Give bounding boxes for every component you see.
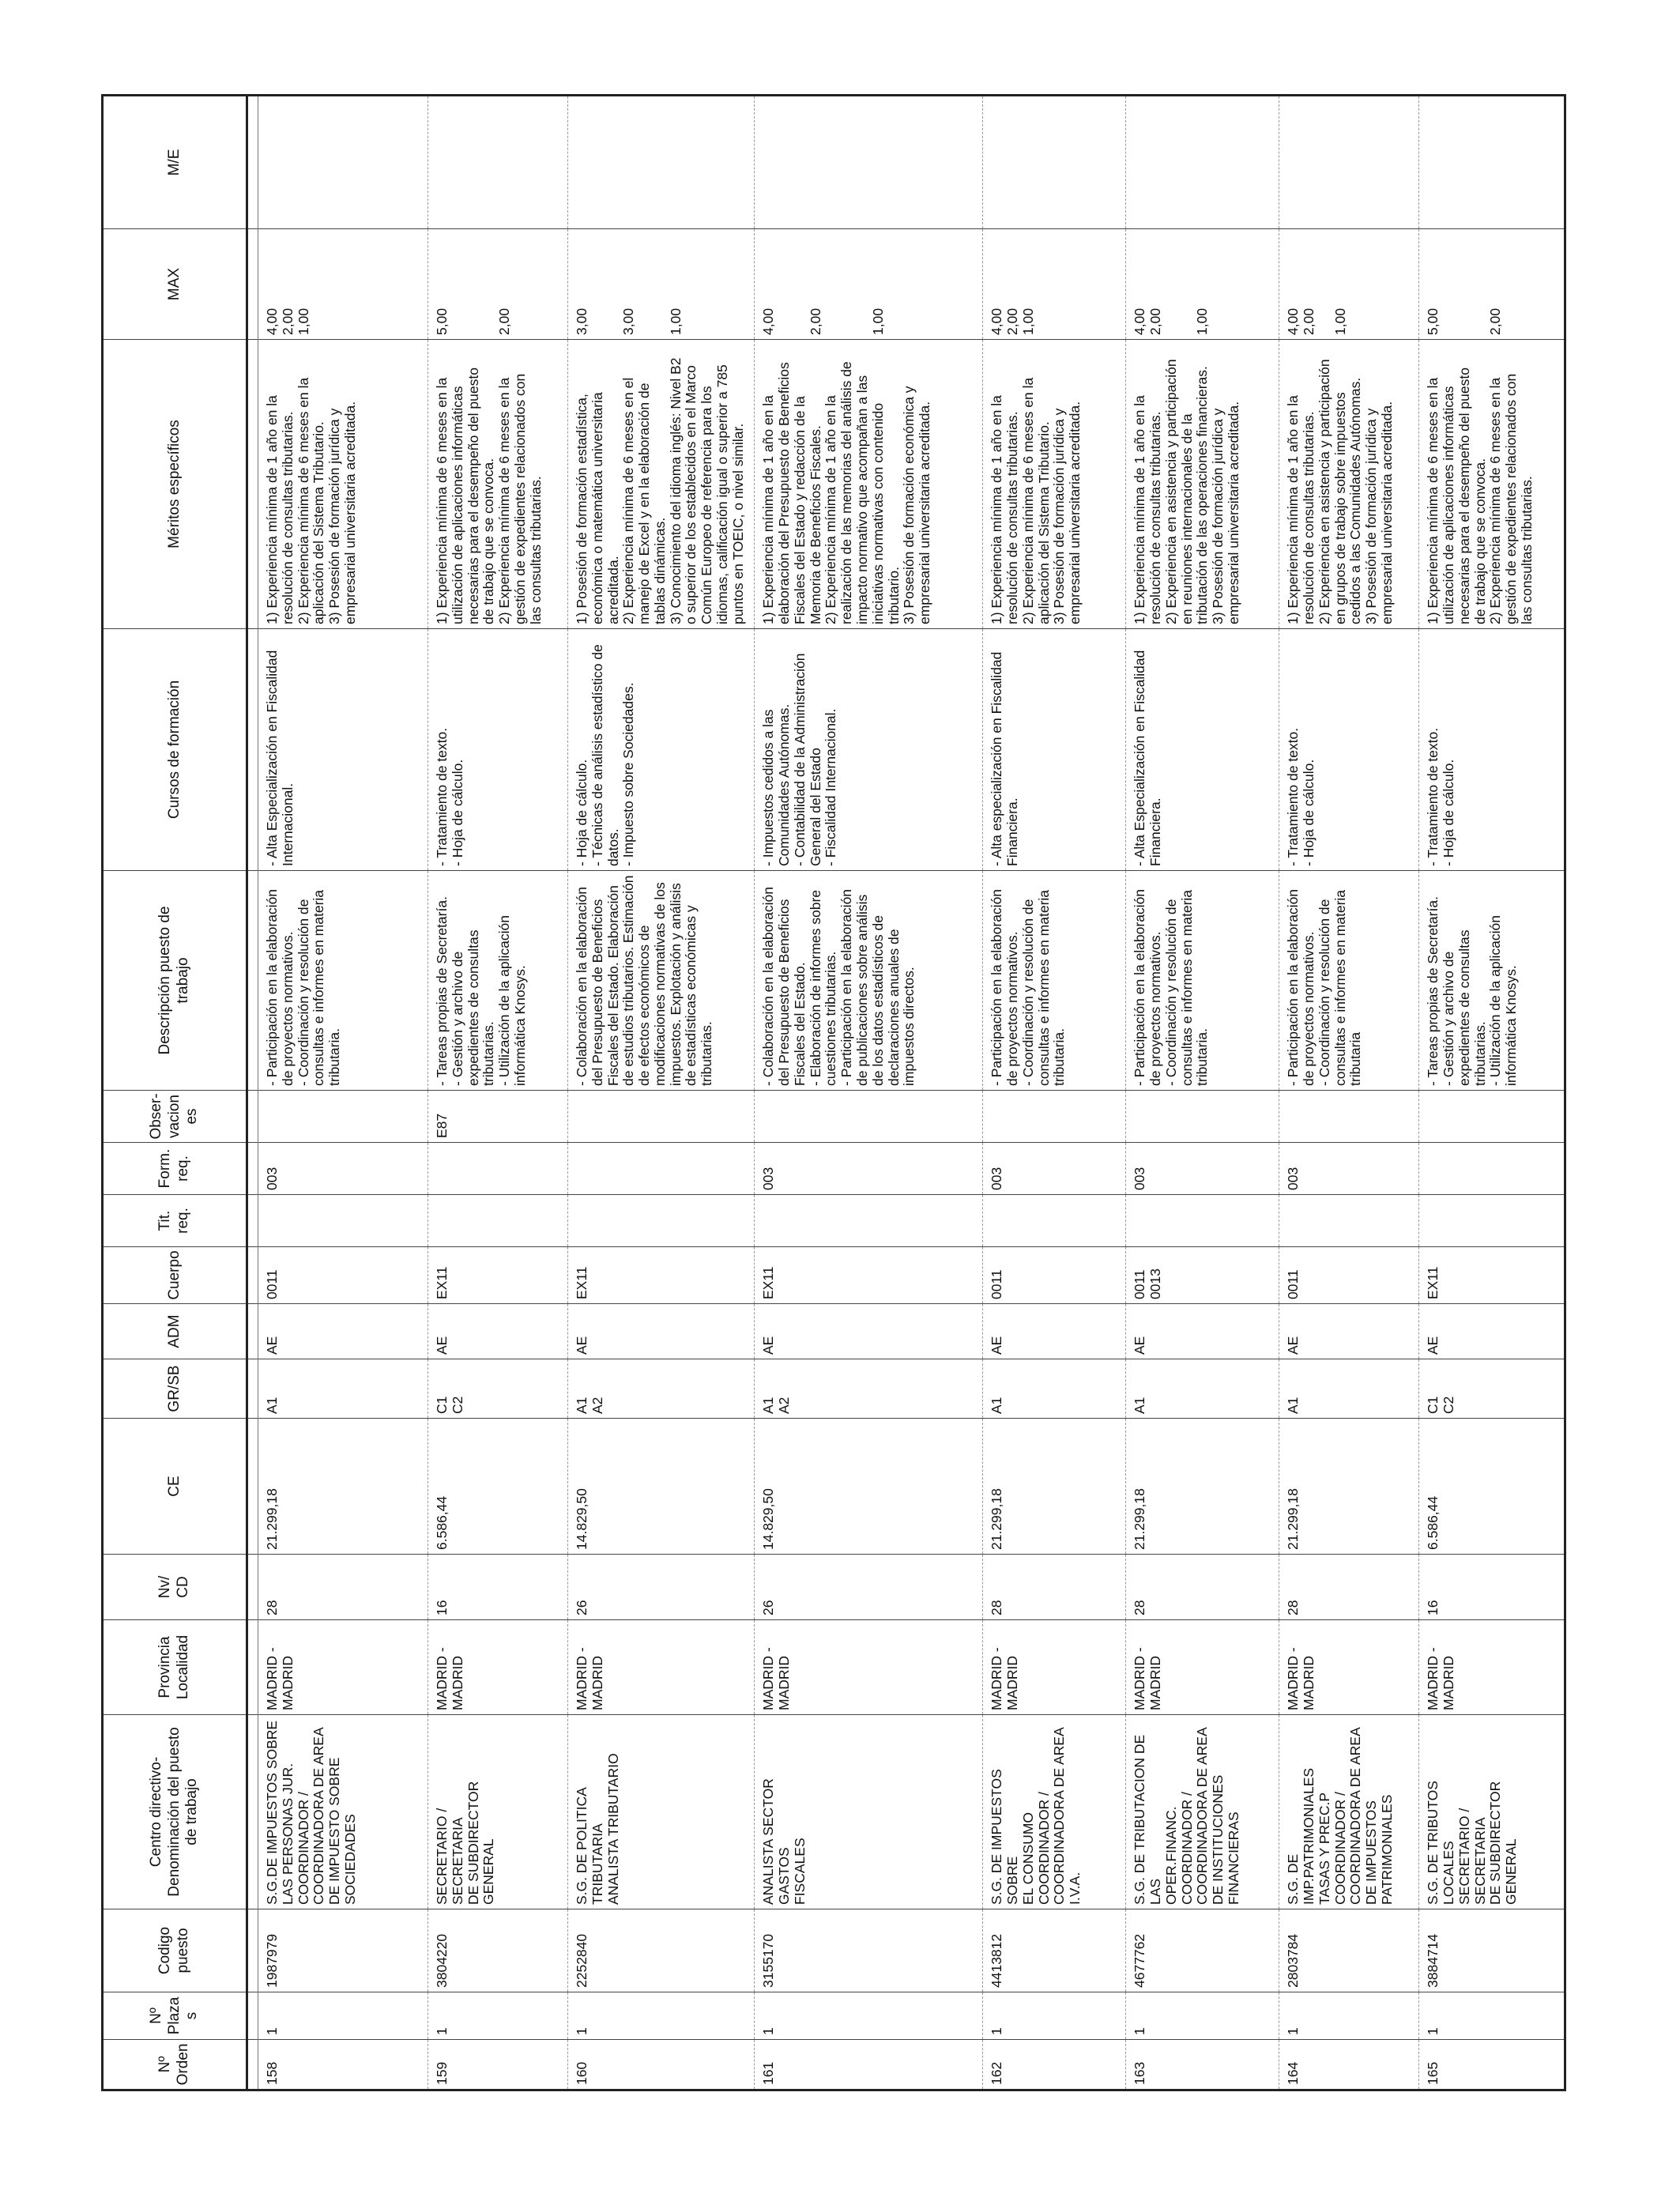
cell-codigo: 3804220 xyxy=(428,1909,568,1992)
cell-descripcion: - Participación en la elaboración de proyectos normativos. - Coordinación y resolución de consultas e informes en materia tributaria. xyxy=(258,871,428,1091)
cell-codigo: 1987979 xyxy=(258,1909,428,1992)
cell-centro xyxy=(258,1715,428,1909)
cell-codigo: 3155170 xyxy=(755,1909,983,1992)
cell-grupo: A1 xyxy=(983,1359,1126,1419)
cell-plazas: 1 xyxy=(428,1992,568,2040)
cell-me xyxy=(755,96,983,229)
cell-grupo: A1 xyxy=(1279,1359,1419,1419)
cell-grupo: A1 A2 xyxy=(755,1359,983,1419)
table-row xyxy=(1279,96,1419,2090)
cell-descripcion: - Participación en la elaboración de proyectos normativos. - Coordinación y resolución de consultas e informes en materia tributaria xyxy=(1279,871,1419,1091)
subdireccion-title: S.G.DE IMPUESTOS SOBRE LAS PERSONAS JUR. xyxy=(264,1720,296,1905)
cell-provincia: MADRID - MADRID xyxy=(258,1620,428,1715)
cell-me xyxy=(983,96,1126,229)
cell-cursos: - Tratamiento de texto. - Hoja de cálculo. xyxy=(1419,629,1565,871)
header-centro: Centro directivo- Denominación del puesto de trabajo xyxy=(103,1715,247,1909)
puesto-title: COORDINADOR / COORDINADORA DE AREA I.V.A. xyxy=(1035,1727,1083,1905)
cell-provincia: MADRID - MADRID xyxy=(1419,1620,1565,1715)
cell-max: 5,00 2,00 xyxy=(1419,229,1565,340)
header-formacion: Form. req. xyxy=(103,1143,247,1195)
cell-titulacion xyxy=(258,1195,428,1247)
cell-codigo: 2803784 xyxy=(1279,1909,1419,1992)
cell-orden: 158 xyxy=(258,2040,428,2090)
table-row xyxy=(755,96,983,2090)
cell-grupo: A1 xyxy=(1126,1359,1279,1419)
cell-observaciones xyxy=(258,1091,428,1143)
cell-formacion: 003 xyxy=(983,1143,1126,1195)
puesto-title: ANALISTA SECTOR GASTOS FISCALES xyxy=(760,1778,808,1905)
cell-observaciones xyxy=(755,1091,983,1143)
subdireccion-title: S.G. DE POLITICA TRIBUTARIA xyxy=(574,1788,605,1905)
cell-formacion xyxy=(568,1143,755,1195)
cell-nivel: 26 xyxy=(755,1555,983,1620)
cell-descripcion: - Colaboración en la elaboración del Presupuesto de Beneficios Fiscales del Estado. - Elaboración de informes sobre cuestiones tributarias. - Participación en la elaboración de publicaciones sobre análisis de los datos estadísticos de declaraciones anuales de impuestos directos. xyxy=(755,871,983,1091)
cell-me xyxy=(428,96,568,229)
cell-cuerpo: 0011 xyxy=(258,1247,428,1304)
subdireccion-title: S.G. DE TRIBUTOS LOCALES xyxy=(1425,1781,1457,1905)
cell-formacion: 003 xyxy=(1279,1143,1419,1195)
cell-cuerpo: EX11 xyxy=(428,1247,568,1304)
cell-adm: AE xyxy=(568,1304,755,1359)
cell-cursos: - Hoja de cálculo. - Técnicas de análisis estadístico de datos. - Impuesto sobre Sociedades. xyxy=(568,629,755,871)
cell-ce: 21.299,18 xyxy=(258,1419,428,1555)
table-row xyxy=(1419,96,1565,2090)
cell-formacion xyxy=(1419,1143,1565,1195)
header-grupo: GR/SB xyxy=(103,1359,247,1419)
cell-provincia: MADRID - MADRID xyxy=(1279,1620,1419,1715)
subdireccion-title: S.G. DE IMPUESTOS SOBRE EL CONSUMO xyxy=(989,1769,1036,1905)
cell-meritos: 1) Experiencia mínima de 6 meses en la utilización de aplicaciones informáticas necesarias para el desempeño del puesto de trabajo que se convoca. 2) Experiencia mínima de 6 meses en la gestión de expedientes relacionados con las consultas tributarias. xyxy=(428,340,568,629)
cell-nivel: 28 xyxy=(1279,1555,1419,1620)
cell-meritos: 1) Experiencia mínima de 1 año en la resolución de consultas tributarias. 2) Experiencia en asistencia y participación en reuniones internacionales de la tributación de las operaciones financieras. 3) Posesión de formación jurídica y empresarial universitaria acreditada. xyxy=(1126,340,1279,629)
cell-ce: 21.299,18 xyxy=(983,1419,1126,1555)
cell-plazas: 1 xyxy=(983,1992,1126,2040)
cell-cuerpo: 0011 xyxy=(983,1247,1126,1304)
cell-orden: 164 xyxy=(1279,2040,1419,2090)
cell-grupo: C1 C2 xyxy=(1419,1359,1565,1419)
cell-cursos: - Alta Especialización en Fiscalidad Internacional. xyxy=(258,629,428,871)
subdireccion-title: S.G. DE IMP.PATRIMONIALES TASAS Y PREC.P xyxy=(1285,1767,1332,1905)
cell-codigo: 3884714 xyxy=(1419,1909,1565,1992)
puesto-title: SECRETARIO / SECRETARIA DE SUBDIRECTOR GENERAL xyxy=(434,1781,497,1905)
cell-max: 4,00 2,00 1,00 xyxy=(983,229,1126,340)
cell-plazas: 1 xyxy=(258,1992,428,2040)
table-row xyxy=(1126,96,1279,2090)
cell-formacion xyxy=(428,1143,568,1195)
cell-ce: 21.299,18 xyxy=(1279,1419,1419,1555)
cell-titulacion xyxy=(983,1195,1126,1247)
header-max: MAX xyxy=(103,229,247,340)
cell-max: 5,00 2,00 xyxy=(428,229,568,340)
cell-max: 4,00 2,00 1,00 xyxy=(258,229,428,340)
cell-centro xyxy=(1419,1715,1565,1909)
cell-ce: 6.586,44 xyxy=(1419,1419,1565,1555)
cell-provincia: MADRID - MADRID xyxy=(755,1620,983,1715)
cell-formacion: 003 xyxy=(755,1143,983,1195)
cell-ce: 6.586,44 xyxy=(428,1419,568,1555)
cell-grupo: C1 C2 xyxy=(428,1359,568,1419)
cell-orden: 162 xyxy=(983,2040,1126,2090)
cell-me xyxy=(1419,96,1565,229)
header-row xyxy=(103,96,247,2090)
cell-cuerpo: EX11 xyxy=(755,1247,983,1304)
cell-cursos: - Impuestos cedidos a las Comunidades Autónomas. - Contabilidad de la Administración General del Estado - Fiscalidad Internacional. xyxy=(755,629,983,871)
positions-table xyxy=(101,94,1566,2091)
cell-orden: 165 xyxy=(1419,2040,1565,2090)
cell-ce: 14.829,50 xyxy=(755,1419,983,1555)
cell-codigo: 4413812 xyxy=(983,1909,1126,1992)
cell-provincia: MADRID - MADRID xyxy=(983,1620,1126,1715)
spacer-row xyxy=(247,96,258,2090)
cell-cursos: - Tratamiento de texto. - Hoja de cálculo. xyxy=(1279,629,1419,871)
cell-nivel: 16 xyxy=(428,1555,568,1620)
header-orden: Nº Orden xyxy=(103,2040,247,2090)
cell-nivel: 26 xyxy=(568,1555,755,1620)
cell-formacion: 003 xyxy=(1126,1143,1279,1195)
cell-meritos: 1) Experiencia mínima de 1 año en la resolución de consultas tributarias. 2) Experiencia mínima de 6 meses en la aplicación del Sistema Tributario. 3) Posesión de formación jurídica y empresarial universitaria acreditada. xyxy=(258,340,428,629)
header-descripcion: Descripción puesto de trabajo xyxy=(103,871,247,1091)
cell-observaciones: E87 xyxy=(428,1091,568,1143)
header-nivel: Nv/ CD xyxy=(103,1555,247,1620)
cell-grupo: A1 A2 xyxy=(568,1359,755,1419)
table-row xyxy=(258,96,428,2090)
cell-descripcion: - Participación en la elaboración de proyectos normativos. - Coordinación y resolución de consultas e informes en materia tributaria. xyxy=(1126,871,1279,1091)
cell-meritos: 1) Experiencia mínima de 1 año en la elaboración del Presupuesto de Beneficios Fiscales del Estado y redacción de la Memoria de Beneficios Fiscales. 2) Experiencia mínima de 1 año en la realización de las memorias del análisis de impacto normativo que acompañan a las iniciativas normativas con contenido tributario. 3) Posesión de formación económica y empresarial universitaria acreditada. xyxy=(755,340,983,629)
cell-meritos: 1) Experiencia mínima de 6 meses en la utilización de aplicaciones informáticas necesarias para el desempeño del puesto de trabajo que se convoca. 2) Experiencia mínima de 6 meses en la gestión de expedientes relacionados con las consultas tributarias. xyxy=(1419,340,1565,629)
cell-cursos: - Tratamiento de texto. - Hoja de cálculo. xyxy=(428,629,568,871)
cell-me xyxy=(258,96,428,229)
cell-observaciones xyxy=(1419,1091,1565,1143)
puesto-title: COORDINADOR / COORDINADORA DE AREA DE INSTITUCIONES FINANCIERAS xyxy=(1178,1727,1242,1905)
cell-adm: AE xyxy=(258,1304,428,1359)
cell-max: 3,00 3,00 1,00 xyxy=(568,229,755,340)
cell-cuerpo: 0011 xyxy=(1279,1247,1419,1304)
cell-max: 4,00 2,00 1,00 xyxy=(1126,229,1279,340)
cell-descripcion: - Tareas propias de Secretaría. - Gestión y archivo de expedientes de consultas tributarias. - Utilización de la aplicación informática Knosys. xyxy=(428,871,568,1091)
cell-plazas: 1 xyxy=(1126,1992,1279,2040)
header-ce: CE xyxy=(103,1419,247,1555)
cell-cursos: - Alta especialización en Fiscalidad Financiera. xyxy=(983,629,1126,871)
cell-me xyxy=(1279,96,1419,229)
cell-titulacion xyxy=(428,1195,568,1247)
cell-centro xyxy=(1279,1715,1419,1909)
cell-cuerpo: EX11 xyxy=(1419,1247,1565,1304)
cell-cursos: - Alta Especialización en Fiscalidad Financiera. xyxy=(1126,629,1279,871)
cell-nivel: 28 xyxy=(1126,1555,1279,1620)
cell-orden: 161 xyxy=(755,2040,983,2090)
cell-adm: AE xyxy=(1279,1304,1419,1359)
cell-provincia: MADRID - MADRID xyxy=(428,1620,568,1715)
cell-cuerpo: EX11 xyxy=(568,1247,755,1304)
cell-adm: AE xyxy=(1126,1304,1279,1359)
cell-nivel: 28 xyxy=(983,1555,1126,1620)
cell-adm: AE xyxy=(983,1304,1126,1359)
cell-centro xyxy=(428,1715,568,1909)
header-plazas: Nº Plazas xyxy=(103,1992,247,2040)
cell-orden: 159 xyxy=(428,2040,568,2090)
cell-provincia: MADRID - MADRID xyxy=(568,1620,755,1715)
cell-plazas: 1 xyxy=(568,1992,755,2040)
cell-provincia: MADRID - MADRID xyxy=(1126,1620,1279,1715)
cell-max: 4,00 2,00 1,00 xyxy=(1279,229,1419,340)
cell-grupo: A1 xyxy=(258,1359,428,1419)
cell-centro xyxy=(983,1715,1126,1909)
cell-meritos: 1) Experiencia mínima de 1 año en la resolución de consultas tributarias. 2) Experiencia mínima de 6 meses en la aplicación del Sistema Tributario. 3) Posesión de formación jurídica y empresarial universitaria acreditada. xyxy=(983,340,1126,629)
cell-orden: 160 xyxy=(568,2040,755,2090)
header-provincia: Provincia Localidad xyxy=(103,1620,247,1715)
cell-centro xyxy=(568,1715,755,1909)
cell-titulacion xyxy=(1419,1195,1565,1247)
header-meritos: Méritos específicos xyxy=(103,340,247,629)
subdireccion-title: S.G. DE TRIBUTACION DE LAS OPER.FINANC. xyxy=(1132,1734,1179,1905)
cell-formacion: 003 xyxy=(258,1143,428,1195)
puesto-title: ANALISTA TRIBUTARIO xyxy=(605,1753,621,1905)
cell-descripcion: - Tareas propias de Secretaría. - Gestión y archivo de expedientes de consultas tributarias. - Utilización de la aplicación informática Knosys. xyxy=(1419,871,1565,1091)
cell-codigo: 4677762 xyxy=(1126,1909,1279,1992)
cell-meritos: 1) Posesión de formación estadística, económica o matemática universitaria acreditada. 2) Experiencia mínima de 6 meses en el manejo de Excel y en la elaboración de tablas dinámicas. 3) Conocimiento del idioma inglés: Nivel B2 o superior de los establecidos en el Marco Común Europeo de referencia para los idiomas, calificación igual o superior a 785 puntos en TOEIC, o nivel similar. xyxy=(568,340,755,629)
header-adm: ADM xyxy=(103,1304,247,1359)
cell-meritos: 1) Experiencia mínima de 1 año en la resolución de consultas tributarias. 2) Experiencia en asistencia y participación en grupos de trabajo sobre impuestos cedidos a las Comunidades Autónomas. 3) Posesión de formación jurídica y empresarial universitaria acreditada. xyxy=(1279,340,1419,629)
cell-observaciones xyxy=(1279,1091,1419,1143)
cell-titulacion xyxy=(1126,1195,1279,1247)
cell-ce: 21.299,18 xyxy=(1126,1419,1279,1555)
cell-titulacion xyxy=(1279,1195,1419,1247)
cell-observaciones xyxy=(983,1091,1126,1143)
cell-adm: AE xyxy=(1419,1304,1565,1359)
cell-plazas: 1 xyxy=(1279,1992,1419,2040)
header-cursos: Cursos de formación xyxy=(103,629,247,871)
cell-plazas: 1 xyxy=(1419,1992,1565,2040)
cell-observaciones xyxy=(1126,1091,1279,1143)
cell-titulacion xyxy=(568,1195,755,1247)
cell-nivel: 28 xyxy=(258,1555,428,1620)
header-codigo: Codigo puesto xyxy=(103,1909,247,1992)
puesto-title: SECRETARIO / SECRETARIA DE SUBDIRECTOR GENERAL xyxy=(1456,1781,1520,1905)
cell-titulacion xyxy=(755,1195,983,1247)
cell-adm: AE xyxy=(428,1304,568,1359)
cell-descripcion: - Participación en la elaboración de proyectos normativos. - Coordinación y resolución de consultas e informes en materia tributaria. xyxy=(983,871,1126,1091)
header-observaciones: Obser- vaciones xyxy=(103,1091,247,1143)
table-row xyxy=(568,96,755,2090)
cell-cuerpo: 0011 0013 xyxy=(1126,1247,1279,1304)
cell-descripcion: - Colaboración en la elaboración del Presupuesto de Beneficios Fiscales del Estado. Elaboración de estudios tributarios. Estimación de efectos económicos de modificaciones normativas de los impuestos. Explotación y análisis de estadísticas económicas y tributarias. xyxy=(568,871,755,1091)
cell-centro xyxy=(1126,1715,1279,1909)
header-cuerpo: Cuerpo xyxy=(103,1247,247,1304)
cell-me xyxy=(568,96,755,229)
table-row xyxy=(983,96,1126,2090)
puesto-title: COORDINADOR / COORDINADORA DE AREA DE IMPUESTOS PATRIMONIALES xyxy=(1332,1727,1396,1905)
table-row xyxy=(428,96,568,2090)
cell-max: 4,00 2,00 1,00 xyxy=(755,229,983,340)
cell-codigo: 2252840 xyxy=(568,1909,755,1992)
cell-centro xyxy=(755,1715,983,1909)
header-me: M/E xyxy=(103,96,247,229)
header-titulacion: Tit. req. xyxy=(103,1195,247,1247)
cell-adm: AE xyxy=(755,1304,983,1359)
puesto-title: COORDINADOR / COORDINADORA DE AREA DE IMPUESTO SOBRE SOCIEDADES xyxy=(295,1727,358,1905)
cell-plazas: 1 xyxy=(755,1992,983,2040)
cell-me xyxy=(1126,96,1279,229)
cell-ce: 14.829,50 xyxy=(568,1419,755,1555)
cell-orden: 163 xyxy=(1126,2040,1279,2090)
cell-observaciones xyxy=(568,1091,755,1143)
cell-nivel: 16 xyxy=(1419,1555,1565,1620)
